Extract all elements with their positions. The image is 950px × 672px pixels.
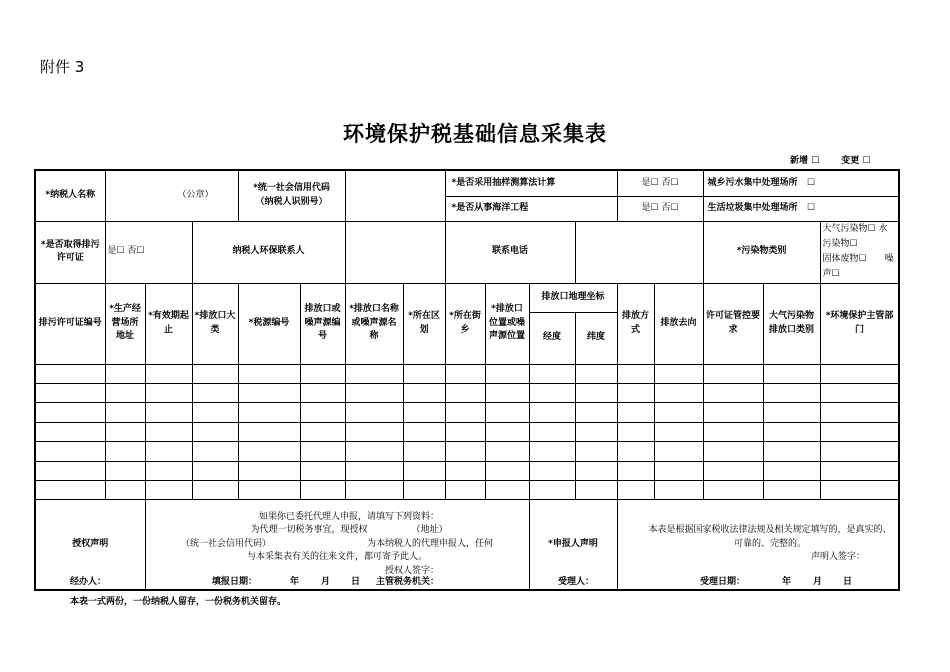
footer-month-2: 月	[813, 577, 823, 587]
footer-accept-date: 受理日期：	[700, 577, 746, 587]
blank-cell[interactable]	[145, 364, 192, 383]
header-site-address: *生产经营场所地址	[105, 283, 145, 364]
blank-cell[interactable]	[529, 403, 575, 422]
blank-cell[interactable]	[192, 364, 238, 383]
blank-cell[interactable]	[192, 384, 238, 403]
table-row	[35, 403, 899, 422]
blank-cell[interactable]	[703, 403, 763, 422]
blank-cell[interactable]	[192, 442, 238, 461]
blank-cell[interactable]	[485, 461, 529, 480]
taxpayer-name-label: *纳税人名称	[35, 170, 105, 221]
blank-cell[interactable]	[575, 442, 617, 461]
blank-cell[interactable]	[300, 403, 345, 422]
blank-cell[interactable]	[617, 461, 654, 480]
blank-cell[interactable]	[238, 481, 300, 500]
blank-cell[interactable]	[445, 461, 485, 480]
blank-cell[interactable]	[763, 422, 820, 441]
blank-cell[interactable]	[654, 422, 703, 441]
blank-cell[interactable]	[300, 442, 345, 461]
blank-cell[interactable]	[445, 481, 485, 500]
sampling-options[interactable]: 是☐ 否☐	[617, 170, 703, 196]
blank-cell[interactable]	[763, 384, 820, 403]
blank-cell[interactable]	[35, 364, 105, 383]
blank-cell[interactable]	[105, 481, 145, 500]
blank-cell[interactable]	[763, 461, 820, 480]
blank-cell[interactable]	[654, 364, 703, 383]
marine-label: *是否从事海洋工程	[445, 196, 617, 221]
header-emission-mode: 排放方式	[617, 283, 654, 364]
blank-cell[interactable]	[445, 403, 485, 422]
blank-cell[interactable]	[575, 422, 617, 441]
blank-cell[interactable]	[485, 384, 529, 403]
blank-cell[interactable]	[238, 442, 300, 461]
header-street: *所在街乡	[445, 283, 485, 364]
table-row	[35, 364, 899, 383]
blank-cell[interactable]	[403, 461, 445, 480]
blank-cell[interactable]	[654, 481, 703, 500]
blank-cell[interactable]	[575, 481, 617, 500]
credit-code-field[interactable]	[345, 170, 445, 221]
blank-cell[interactable]	[35, 403, 105, 422]
blank-cell[interactable]	[820, 481, 899, 500]
garbage-option[interactable]: 生活垃圾集中处理场所 ☐	[703, 196, 899, 221]
blank-cell[interactable]	[820, 461, 899, 480]
header-longitude: 经度	[529, 312, 575, 364]
blank-cell[interactable]	[105, 461, 145, 480]
blank-cell[interactable]	[238, 461, 300, 480]
blank-cell[interactable]	[345, 481, 403, 500]
permit-question-label: *是否取得排污许可证	[35, 221, 105, 283]
blank-cell[interactable]	[485, 364, 529, 383]
header-permit-no: 排污许可证编号	[35, 283, 105, 364]
blank-cell[interactable]	[703, 422, 763, 441]
blank-cell[interactable]	[345, 384, 403, 403]
blank-cell[interactable]	[300, 481, 345, 500]
blank-cell[interactable]	[703, 461, 763, 480]
blank-cell[interactable]	[617, 364, 654, 383]
blank-cell[interactable]	[345, 442, 403, 461]
taxpayer-name-field[interactable]	[105, 170, 238, 221]
form-title: 环境保护税基础信息采集表	[343, 121, 607, 146]
header-outlet-noise-name: *排放口名称或噪声源名称	[345, 283, 403, 364]
footer-month-1: 月	[321, 577, 331, 587]
footer-note: 本表一式两份，一份纳税人留存，一份税务机关留存。	[70, 597, 287, 607]
blank-cell[interactable]	[485, 422, 529, 441]
footer-year-2: 年	[782, 577, 792, 587]
blank-cell[interactable]	[617, 422, 654, 441]
blank-cell[interactable]	[345, 461, 403, 480]
option-change[interactable]: 变更 ☐	[841, 156, 871, 166]
blank-cell[interactable]	[617, 403, 654, 422]
urban-sewage-option[interactable]: 城乡污水集中处理场所 ☐	[703, 170, 899, 196]
blank-cell[interactable]	[105, 364, 145, 383]
header-tax-source-no: *税源编号	[238, 283, 300, 364]
pollutant-type-label: *污染物类别	[703, 221, 820, 283]
blank-cell[interactable]	[192, 403, 238, 422]
blank-cell[interactable]	[35, 461, 105, 480]
footer-year-1: 年	[290, 577, 300, 587]
blank-cell[interactable]	[192, 461, 238, 480]
blank-cell[interactable]	[145, 442, 192, 461]
option-new[interactable]: 新增 ☐	[790, 156, 820, 166]
table-row	[35, 481, 899, 500]
blank-cell[interactable]	[445, 364, 485, 383]
blank-cell[interactable]	[820, 364, 899, 383]
table-row	[35, 461, 899, 480]
blank-cell[interactable]	[617, 384, 654, 403]
blank-cell[interactable]	[654, 461, 703, 480]
blank-cell[interactable]	[763, 442, 820, 461]
blank-cell[interactable]	[529, 384, 575, 403]
blank-cell[interactable]	[238, 364, 300, 383]
blank-cell[interactable]	[300, 461, 345, 480]
blank-cell[interactable]	[35, 384, 105, 403]
footer-day-2: 日	[843, 577, 853, 587]
header-latitude: 纬度	[575, 312, 617, 364]
blank-cell[interactable]	[820, 384, 899, 403]
blank-cell[interactable]	[105, 442, 145, 461]
sampling-label: *是否采用抽样测算法计算	[445, 170, 617, 196]
blank-cell[interactable]	[238, 384, 300, 403]
blank-cell[interactable]	[445, 422, 485, 441]
blank-cell[interactable]	[703, 364, 763, 383]
blank-cell[interactable]	[445, 442, 485, 461]
blank-cell[interactable]	[403, 422, 445, 441]
blank-cell[interactable]	[575, 364, 617, 383]
authorization-text: 如果你已委托代理人申报，请填写下列资料： 为代理一切税务事宜，现授权 （地址） （统一社会信用代码） 为本纳税人的代理申报人，任何 与本采集表有关的往来文件，都可寄予此人。 授权人签字：	[145, 500, 529, 590]
blank-cell[interactable]	[300, 364, 345, 383]
declaration-signature[interactable]: 声明人签字：	[811, 552, 866, 563]
blank-cell[interactable]	[345, 422, 403, 441]
credit-code-label: *统一社会信用代码 （纳税人识别号）	[238, 170, 345, 221]
blank-cell[interactable]	[345, 364, 403, 383]
blank-cell[interactable]	[145, 384, 192, 403]
header-emission-direction: 排放去向	[654, 283, 703, 364]
blank-rows	[35, 364, 899, 500]
blank-cell[interactable]	[529, 461, 575, 480]
blank-cell[interactable]	[300, 422, 345, 441]
blank-cell[interactable]	[575, 403, 617, 422]
blank-cell[interactable]	[575, 384, 617, 403]
blank-cell[interactable]	[703, 481, 763, 500]
footer-handler: 经办人：	[70, 577, 107, 587]
blank-cell[interactable]	[192, 481, 238, 500]
blank-cell[interactable]	[529, 422, 575, 441]
blank-cell[interactable]	[703, 442, 763, 461]
blank-cell[interactable]	[529, 442, 575, 461]
marine-options[interactable]: 是☐ 否☐	[617, 196, 703, 221]
table-row	[35, 384, 899, 403]
blank-cell[interactable]	[105, 403, 145, 422]
blank-cell[interactable]	[145, 481, 192, 500]
blank-cell[interactable]	[617, 442, 654, 461]
info-form-table	[34, 169, 900, 591]
env-contact-label: 纳税人环保联系人	[192, 221, 345, 283]
blank-cell[interactable]	[763, 364, 820, 383]
blank-cell[interactable]	[105, 422, 145, 441]
blank-cell[interactable]	[238, 422, 300, 441]
phone-field[interactable]	[575, 221, 703, 283]
footer-fill-date: 填报日期：	[212, 577, 258, 587]
permit-options[interactable]: 是☐ 否☐	[105, 221, 192, 283]
declaration-text: 本表是根据国家税收法律法规及相关规定填写的，是真实的、可靠的、完整的。 声明人签字：	[617, 500, 899, 590]
table-row	[35, 442, 899, 461]
blank-cell[interactable]	[485, 442, 529, 461]
blank-cell[interactable]	[300, 384, 345, 403]
blank-cell[interactable]	[403, 403, 445, 422]
blank-cell[interactable]	[763, 403, 820, 422]
blank-cell[interactable]	[192, 422, 238, 441]
blank-cell[interactable]	[529, 364, 575, 383]
blank-cell[interactable]	[654, 442, 703, 461]
pollutant-options[interactable]: 大气污染物☐ 水污染物☐ 固体废物☐ 噪声☐	[820, 221, 899, 283]
header-district: *所在区划	[403, 283, 445, 364]
table-row	[35, 422, 899, 441]
footer-receiver: 受理人：	[558, 577, 595, 587]
declaration-label: *申报人声明	[529, 500, 617, 590]
blank-cell[interactable]	[575, 461, 617, 480]
new-change-options	[790, 153, 870, 166]
seal-label: （公章）	[177, 190, 214, 200]
phone-label: 联系电话	[445, 221, 575, 283]
header-outlet-position: *排放口位置或噪声源位置	[485, 283, 529, 364]
header-validity: *有效期起止	[145, 283, 192, 364]
blank-cell[interactable]	[820, 403, 899, 422]
blank-cell[interactable]	[35, 442, 105, 461]
blank-cell[interactable]	[763, 481, 820, 500]
blank-cell[interactable]	[820, 442, 899, 461]
blank-cell[interactable]	[529, 481, 575, 500]
blank-cell[interactable]	[485, 403, 529, 422]
blank-cell[interactable]	[35, 481, 105, 500]
blank-cell[interactable]	[345, 403, 403, 422]
header-outlet-noise-no: 排放口或噪声源编号	[300, 283, 345, 364]
blank-cell[interactable]	[617, 481, 654, 500]
blank-cell[interactable]	[403, 364, 445, 383]
blank-cell[interactable]	[820, 422, 899, 441]
blank-cell[interactable]	[445, 384, 485, 403]
blank-cell[interactable]	[654, 384, 703, 403]
blank-cell[interactable]	[35, 422, 105, 441]
blank-cell[interactable]	[238, 403, 300, 422]
blank-cell[interactable]	[403, 384, 445, 403]
header-env-department: *环境保护主管部门	[820, 283, 899, 364]
header-outlet-category: *排放口大类	[192, 283, 238, 364]
blank-cell[interactable]	[145, 422, 192, 441]
attachment-label: 附件 3	[40, 58, 85, 76]
header-air-outlet-category: 大气污染物排放口类别	[763, 283, 820, 364]
blank-cell[interactable]	[105, 384, 145, 403]
blank-cell[interactable]	[485, 481, 529, 500]
blank-cell[interactable]	[145, 461, 192, 480]
header-permit-requirement: 许可证管控要求	[703, 283, 763, 364]
blank-cell[interactable]	[703, 384, 763, 403]
blank-cell[interactable]	[654, 403, 703, 422]
blank-cell[interactable]	[403, 481, 445, 500]
header-geo-coordinates: 排放口地理坐标	[529, 283, 617, 312]
authorization-signature[interactable]: 授权人签字：	[385, 565, 440, 576]
env-contact-field[interactable]	[345, 221, 445, 283]
blank-cell[interactable]	[403, 442, 445, 461]
footer-authority: 主管税务机关：	[376, 577, 440, 587]
footer-day-1: 日	[351, 577, 361, 587]
blank-cell[interactable]	[145, 403, 192, 422]
authorization-label: 授权声明	[35, 500, 145, 590]
